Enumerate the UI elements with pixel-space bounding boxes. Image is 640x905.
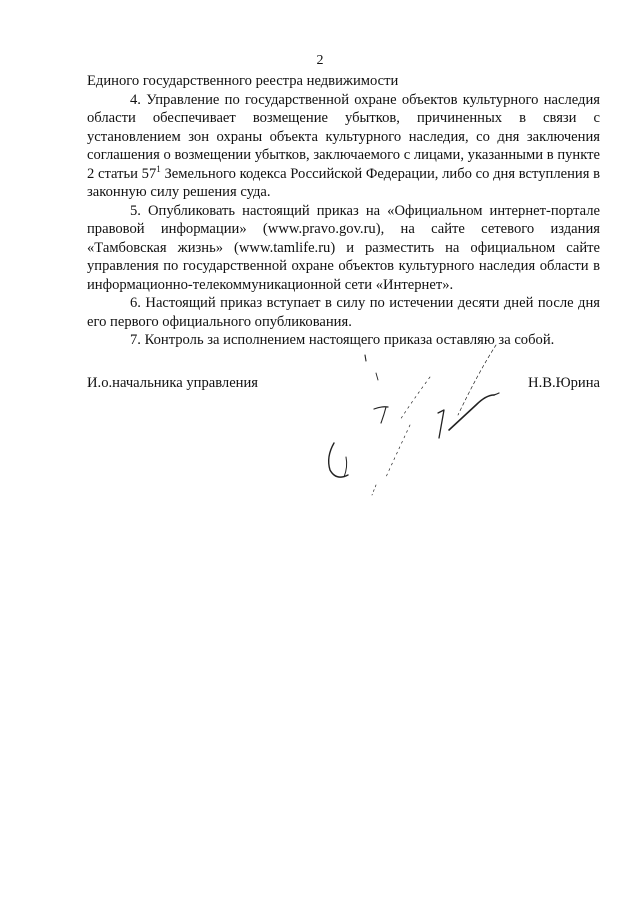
paragraph-4-text: 4. Управление по государственной охране объектов культурного наследия области обеспечивает возмещение убытков, причиненных в связи с установлением зон охраны объекта культурного наследия, со дня заключения соглашения о возмещении убытков, заключаемого с лицами, указанными в пункте 2 статьи 57 xyxy=(87,91,600,182)
paragraph-4-superscript: 1 xyxy=(156,163,161,174)
handwritten-signature xyxy=(318,325,518,510)
page-number: 2 xyxy=(316,53,324,68)
paragraph-6: 6. Настоящий приказ вступает в силу по истечении десяти дней после дня его первого официального опубликования. xyxy=(87,295,600,330)
paragraph-continuation: Единого государственного реестра недвижимости xyxy=(87,73,399,89)
signer-name: Н.В.Юрина xyxy=(528,375,600,391)
paragraph-5: 5. Опубликовать настоящий приказ на «Официальном интернет-портале правовой информации» (www.pravo.gov.ru), на сайте сетевого издания «Тамбовская жизнь» (www.tamlife.ru) и разместить на официальном сайте управления по государственной охране объектов культурного наследия области в информационно-телекоммуникационной сети «Интернет». xyxy=(87,202,600,293)
paragraph-4 xyxy=(87,91,600,202)
paragraph-4-tail: Земельного кодекса Российской Федерации, либо со дня вступления в законную силу решения суда. xyxy=(87,165,600,200)
signer-position: И.о.начальника управления xyxy=(87,375,259,391)
document-body xyxy=(87,72,600,350)
paragraph-7: 7. Контроль за исполнением настоящего приказа оставляю за собой. xyxy=(130,332,555,348)
